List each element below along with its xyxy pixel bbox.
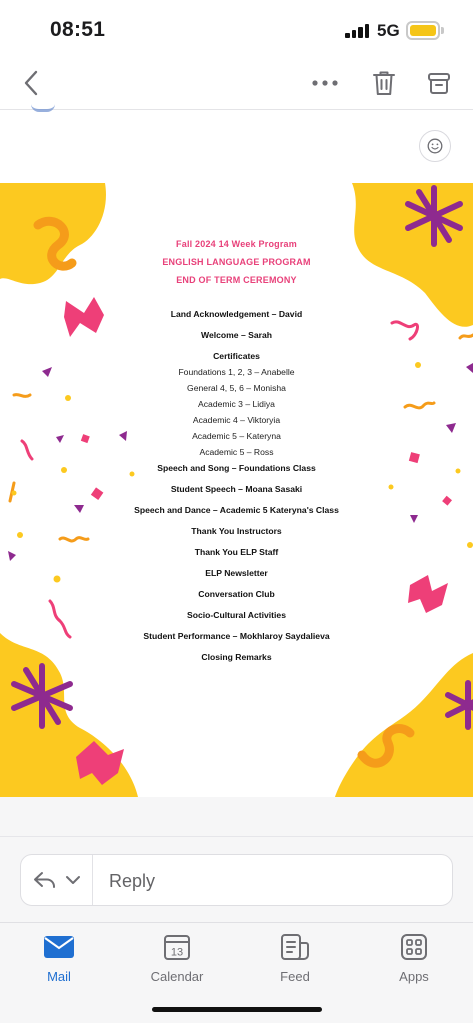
battery-tip xyxy=(441,27,444,34)
program-item: Socio-Cultural Activities xyxy=(186,610,286,620)
program-item: Speech and Dance – Academic 5 Kateryna's Class xyxy=(134,505,339,515)
program-subitem: General 4, 5, 6 – Monisha xyxy=(187,383,286,393)
tab-mail[interactable] xyxy=(9,933,109,984)
program-item: Student Performance – Mokhlaroy Saydalieva xyxy=(143,631,330,641)
status-time: 08:51 xyxy=(50,18,106,41)
program-subitem: Academic 4 – Viktoryia xyxy=(192,415,281,425)
trash-icon xyxy=(372,70,396,96)
home-indicator[interactable] xyxy=(152,1007,322,1012)
reply-label[interactable]: Reply xyxy=(109,871,156,891)
program-item: Land Acknowledgement – David xyxy=(170,309,303,319)
reply-arrow-icon xyxy=(33,871,57,889)
program-item: Closing Remarks xyxy=(201,652,272,662)
program-item: Certificates xyxy=(213,351,260,361)
chevron-left-icon xyxy=(23,70,39,96)
program-item: Thank You ELP Staff xyxy=(194,547,279,557)
flyer-event-name: END OF TERM CEREMONY xyxy=(176,275,297,285)
tab-apps[interactable] xyxy=(364,933,464,984)
divider xyxy=(0,836,473,837)
tab-calendar-label: Calendar xyxy=(150,969,204,984)
mail-icon xyxy=(43,935,75,959)
archive-button[interactable] xyxy=(422,60,456,106)
calendar-date: 13 xyxy=(170,946,184,959)
flyer-program-name: ENGLISH LANGUAGE PROGRAM xyxy=(162,257,311,267)
apps-icon xyxy=(400,933,428,961)
feed-icon xyxy=(280,933,310,961)
more-dots-icon xyxy=(311,79,339,87)
add-reaction-button[interactable] xyxy=(419,130,451,162)
tab-apps-label: Apps xyxy=(399,969,429,984)
flyer-program-title: Fall 2024 14 Week Program xyxy=(176,239,297,249)
chevron-down-icon xyxy=(65,875,81,885)
archive-icon xyxy=(427,71,451,95)
program-subitem: Academic 5 – Ross xyxy=(199,447,274,457)
program-subitem: Foundations 1, 2, 3 – Anabelle xyxy=(178,367,295,377)
message-toolbar xyxy=(0,60,473,110)
back-button[interactable] xyxy=(14,60,48,106)
program-item: ELP Newsletter xyxy=(205,568,268,578)
calendar-icon xyxy=(163,933,191,961)
battery-icon xyxy=(406,21,440,40)
smiley-icon xyxy=(427,138,443,154)
program-item: Speech and Song – Foundations Class xyxy=(157,463,316,473)
flyer-text xyxy=(0,183,473,797)
program-subitem: Academic 3 – Lidiya xyxy=(198,399,275,409)
program-item: Student Speech – Moana Sasaki xyxy=(170,484,303,494)
status-bar xyxy=(0,0,473,60)
tab-feed[interactable] xyxy=(245,933,345,984)
program-item: Thank You Instructors xyxy=(191,526,282,536)
reply-options-button[interactable] xyxy=(21,855,93,905)
sender-avatar xyxy=(31,104,55,112)
more-button[interactable] xyxy=(307,60,343,106)
reply-bar[interactable] xyxy=(20,854,453,906)
program-item: Welcome – Sarah xyxy=(200,330,272,340)
signal-icon xyxy=(345,24,371,38)
tab-calendar[interactable] xyxy=(127,933,227,984)
tab-mail-label: Mail xyxy=(47,969,71,984)
ceremony-flyer-image[interactable] xyxy=(0,183,473,797)
program-item: Conversation Club xyxy=(198,589,275,599)
tab-feed-label: Feed xyxy=(280,969,310,984)
delete-button[interactable] xyxy=(367,60,401,106)
network-label: 5G xyxy=(377,21,400,40)
program-subitem: Academic 5 – Kateryna xyxy=(192,431,281,441)
